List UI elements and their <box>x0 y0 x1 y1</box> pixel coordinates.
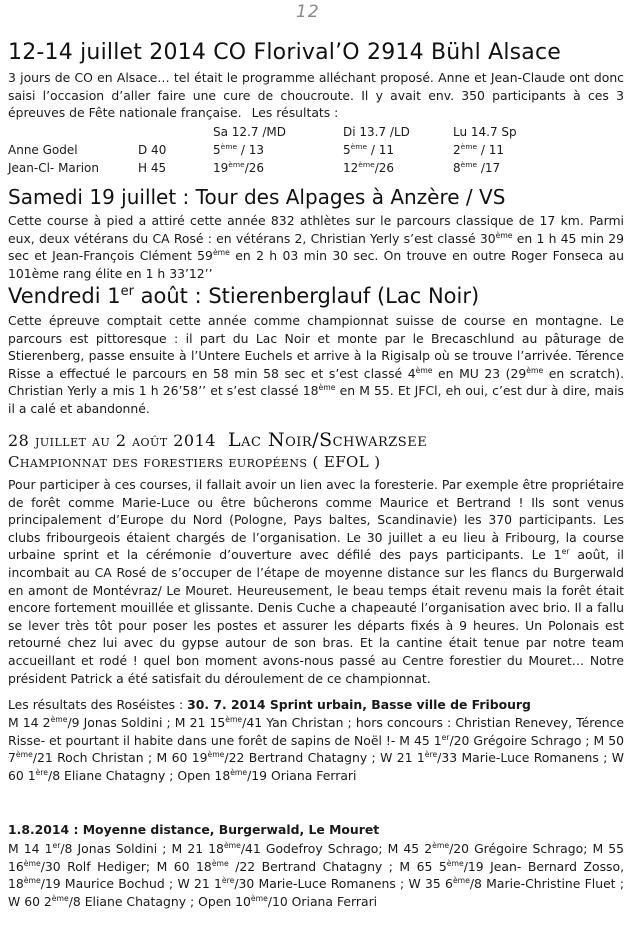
results-row <box>8 160 628 176</box>
sprint-title: 30. 7. 2014 Sprint urbain, Basse ville de Fribourg <box>187 697 531 712</box>
title-sup: er <box>120 284 134 299</box>
results-header: Di 13.7 /LD <box>343 125 410 139</box>
stierenberglauf-body: Cette épreuve comptait cette année comme championnat suisse de course en montagne. Le parcours est pittoresque : il part du Lac Noir et monte par le Brecaschlund au pâturage de Stierenberg, passe ensuite à l’Untere Euchels et arrive à la Rigisalp où se trouve l’arrivée. Térence Risse a effectué le parcours en 58 min 58 sec et s’est classé 4ème en MU 23 (29ème en scratch). Christian Yerly a mis 1 h 26’58’’ et s’est classé 18ème en M 55. Et JFCl, eh oui, c’est dur à dire, mais il a calé et abandonné. <box>8 313 625 416</box>
florivalo-intro-text: 3 jours de CO en Alsace… tel était le programme alléchant proposé. Anne et Jean-Claude ont donc saisi l’occasion d’aller faire une cure de choucroute. Il y avait env. 350 participants à ces 3 épreuves de Fête nationale française. <box>8 70 624 121</box>
efol-results-intro <box>8 697 531 712</box>
result-day3: 2ème / 11 <box>453 142 504 157</box>
florivalo-intro <box>8 69 624 122</box>
result-day3: 8ème /17 <box>453 160 501 175</box>
results-header: Lu 14.7 Sp <box>453 125 517 139</box>
runner-name: Jean-Cl- Marion <box>8 161 99 175</box>
results-label: Les résultats : <box>251 105 339 121</box>
title-part: Vendredi 1 <box>8 284 121 308</box>
md-results: M 14 1er/8 Jonas Soldini ; M 21 18ème/41 Godefroy Schrago; M 45 2ème/20 Grégoire Schrago; M 55 16ème/30 Rolf Hediger; M 60 18ème /22 Bertrand Chatagny ; M 65 5ème/19 Jean- Bernard Zosso, 18ème/19 Maurice Bochud ; W 21 1ère/30 Marie-Luce Romanens ; W 35 6ème/8 Marie-Christine Fluet ; W 60 2ème/8 Eliane Chatagny ; Open 10ème/10 Oriana Ferrari <box>8 840 625 909</box>
section-title-florivalo: 12-14 juillet 2014 CO Florival’O 2914 Bühl Alsace <box>8 40 562 65</box>
title-dates: 28 juillet au 2 août 2014 <box>8 431 216 450</box>
results-intro-label: Les résultats des Roséistes : <box>8 697 184 712</box>
section-subtitle-efol: Championnat des forestiers européens ( EFOL ) <box>8 453 381 471</box>
results-header-row <box>8 124 628 140</box>
florivalo-results-table <box>8 124 628 175</box>
runner-name: Anne Godel <box>8 143 78 157</box>
title-place: Lac Noir/Schwarzsee <box>227 429 428 451</box>
section-title-stierenberglauf <box>8 284 479 308</box>
sprint-results: M 14 2ème/9 Jonas Soldini ; M 21 15ème/41 Yan Christan ; hors concours : Christian Renevey, Térence Risse- et pourtant il habite dans une forêt de sapins de Noël !- M 45 1er/20 Grégoire Schrago ; M 50 7ème/21 Roch Christan ; M 60 19ème/22 Bertrand Chatagny ; W 21 1ère/33 Marie-Luce Romanens ; W 60 1ère/8 Eliane Chatagny ; Open 18ème/19 Oriana Ferrari <box>8 714 624 783</box>
result-day2: 12ème/26 <box>343 160 394 175</box>
results-header: Sa 12.7 /MD <box>213 125 286 139</box>
md-title: 1.8.2014 : Moyenne distance, Burgerwald, Le Mouret <box>8 822 380 837</box>
title-part: août : Stierenberglauf (Lac Noir) <box>133 284 480 308</box>
results-row <box>8 142 628 158</box>
runner-category: D 40 <box>138 143 167 157</box>
anzere-body: Cette course à pied a attiré cette année 832 athlètes sur le parcours classique de 17 km. Parmi eux, deux vétérans du CA Rosé : en vétérans 2, Christian Yerly s’est classé 30ème en 1 h 45 min 29 sec et Jean-François Clément 59ème en 2 h 03 min 30 sec. On trouve en outre Roger Fonseca au 101ème rang élite en 1 h 33’12’’ <box>8 213 624 281</box>
result-day1: 5ème / 13 <box>213 142 264 157</box>
result-day1: 19ème/26 <box>213 160 264 175</box>
result-day2: 5ème / 11 <box>343 142 394 157</box>
page-number: 12 <box>296 2 320 22</box>
efol-body: Pour participer à ces courses, il fallait avoir un lien avec la foresterie. Par exemple être propriétaire de forêt comme Marie-Luce ou être bûcherons comme Maurice et Bertrand ! Ils sont venus principalement d’Europe du Nord (Pologne, Pays baltes, Scandinavie) les 370 participants. Les clubs fribourgeois étaient chargés de l’organisation. Le 30 juillet a eu lieu à Fribourg, la course urbaine sprint et la cérémonie d’ouverture avec défilé des pays participants. Le 1er août, il incombait au CA Rosé de s’occuper de l’étape de moyenne distance sur les flancs du Burgerwald en amont de Montévraz/ Le Mouret. Heureusement, le beau temps était revenu mais la forêt était encore fortement mouillée et glissante. Denis Cuche a chapeauté l’organisation avec brio. Il a fallu se lever très tôt pour poser les postes et assurer les départs fixés à 9 heures. Un Polonais est retourné chez lui avec du gypse autour de son bras. Et la cantine était tenue par notre team accueillant et rodé ! quel bon moment avons-nous passé au Centre forestier du Mouret… Notre président Patrick a été satisfait du déroulement de ce championnat. <box>8 477 625 686</box>
runner-category: H 45 <box>138 161 167 175</box>
section-title-efol <box>8 429 427 451</box>
section-title-anzere: Samedi 19 juillet : Tour des Alpages à Anzère / VS <box>8 185 506 209</box>
